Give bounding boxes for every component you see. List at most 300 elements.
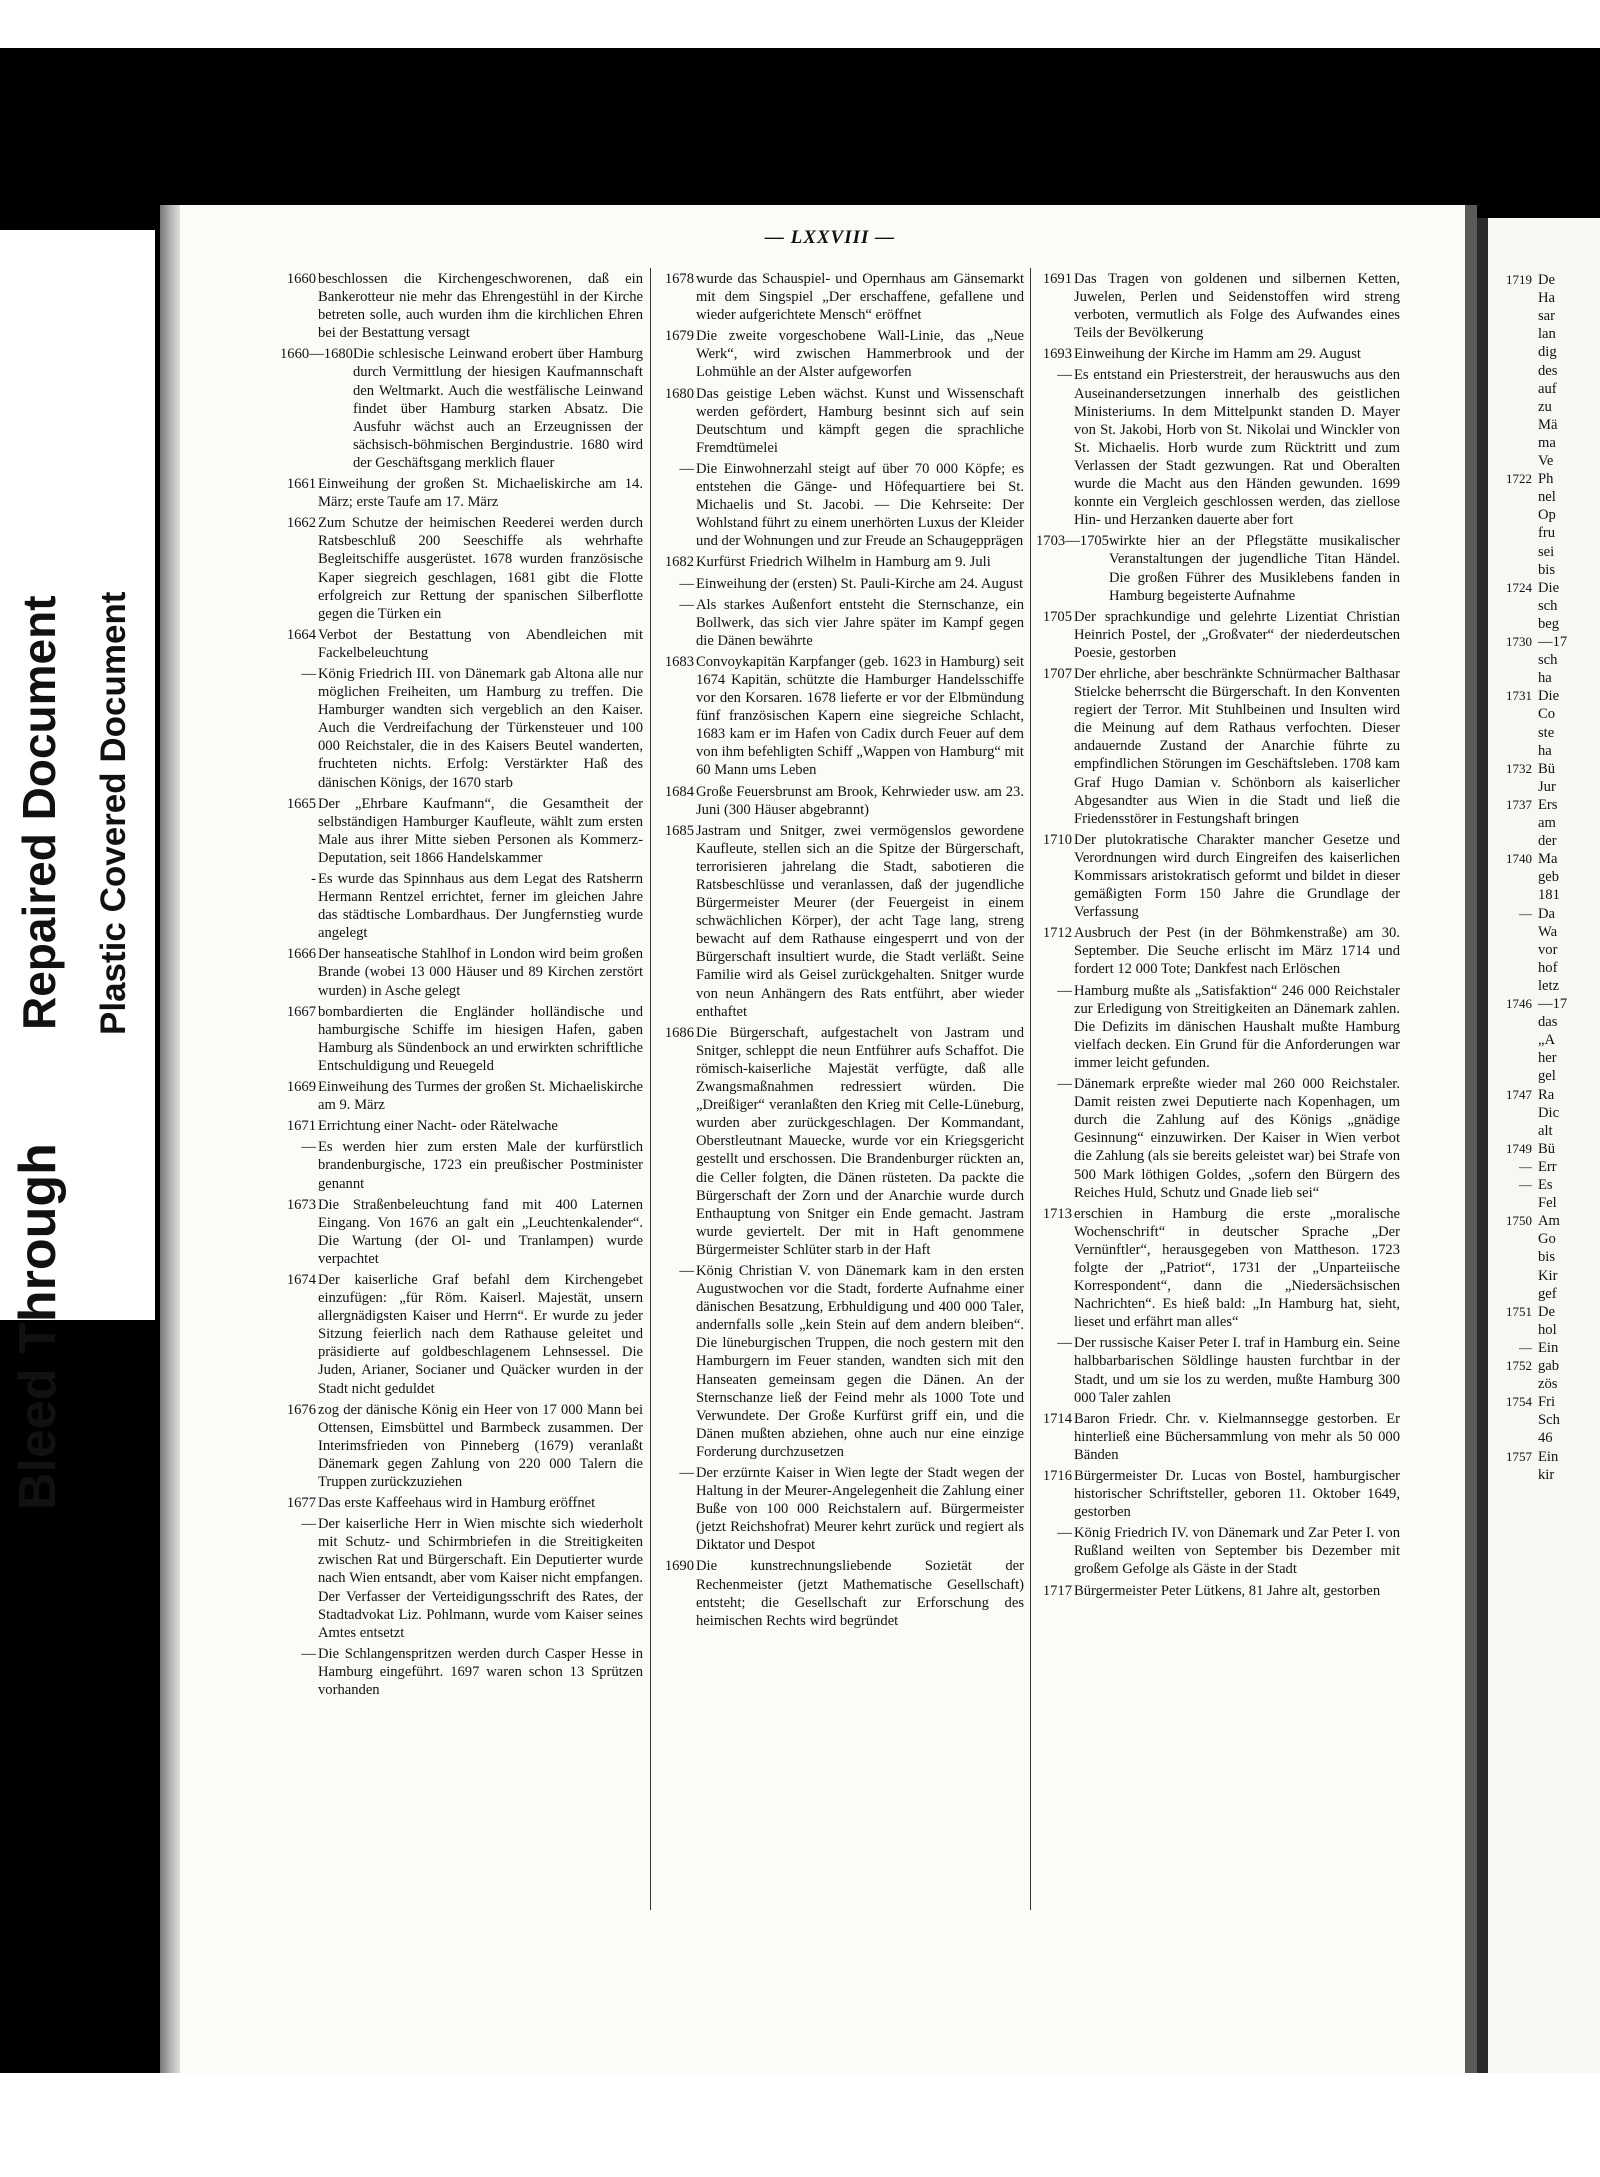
next-page-text: ha (1538, 742, 1552, 759)
next-page-text: Am (1538, 1213, 1560, 1230)
entry-text: Zum Schutze der heimischen Reederei werden durch Ratsbeschluß 200 Seeschiffe als wehrhafte Begleitschiffe ausgerüstet. 1678 wurden französische Kaper siegreich geschlagen, 1681 gibt die Flotte erfolgreich zur Rettung der spanischen Silberflotte gegen die Türken ein (318, 515, 643, 622)
next-page-line (1494, 1014, 1557, 1031)
next-page-line (1494, 706, 1555, 723)
next-page-line (1494, 1177, 1553, 1194)
entry-year: 1671 (286, 1118, 316, 1135)
entry-text: Die Bürgerschaft, aufgestachelt von Jastram und Snitger, schleppt die neun Entführer aufs Schaffot. Die römisch-kaiserliche Majestät verfügte, daß alle Zwangsmaßnahmen redressiert würden. Die „Dreißiger“ veranlaßten den Krieg mit Celle-Lüneburg, wurden aber zurückgeschlagen. Der Kommandant, Oberstleutnant Mauecke, wurde vor ein Kriegsgericht gestellt und erschossen. Die Brandenburger rückten an, die Celler folgten, die Dänen rüsteten. Da packte die Bürgerschaft der Zorn und der Anarchie wurde durch Enthauptung von Snitger ein Ende gemacht. Jastram wurde geviertelt. Der mit in Haft genommene Bürgermeister Schlüter starb in der Haft (696, 1024, 1024, 1258)
next-page-text: Ve (1538, 453, 1554, 469)
next-page-line (1494, 978, 1559, 995)
entry-year: — (679, 460, 694, 477)
next-page-text: —17 (1538, 634, 1568, 650)
next-page-line (1494, 381, 1557, 398)
next-page-text: „A (1538, 1032, 1556, 1049)
next-page-line (1494, 942, 1557, 959)
next-page-text: Wa (1538, 923, 1558, 940)
entry-text: Errichtung einer Nacht- oder Rätelwache (318, 1118, 558, 1135)
next-page-line (1494, 1105, 1559, 1122)
entry-text: Verbot der Bestattung von Abendleichen mit Fackelbeleuchtung (318, 626, 643, 661)
next-page-line (1494, 761, 1555, 778)
next-page-line (1494, 1195, 1557, 1212)
next-page-text: sch (1538, 597, 1558, 614)
next-page-year: 1719 (1506, 272, 1532, 287)
entry-text: König Friedrich IV. von Dänemark und Zar Peter I. von Rußland weilten von September bis Dezember mit großem Gefolge als Gäste in der Stadt (1074, 1525, 1400, 1578)
next-page-line (1494, 1322, 1557, 1339)
entry-text: Hamburg mußte als „Satisfaktion“ 246 000 Reichstaler zur Erledigung von Streitigkeiten an Dänemark zahlen. Die Defizits im dänischen Haushalt mußte Hamburg vielfach decken. Ein Grund für die Anforderungen war immer leicht gefunden. (1074, 982, 1400, 1071)
next-page-text: Ma (1538, 851, 1558, 868)
entry-text: Das Tragen von goldenen und silbernen Ketten, Juwelen, Perlen und Seidenstoffen wird streng verboten, vermutlich als Folge des Aufwandes eines Teils der Bevölkerung (1074, 271, 1400, 342)
next-page-text: Ha (1538, 290, 1556, 307)
chronicle-entry (280, 1494, 643, 1512)
entry-text: Der plutokratische Charakter mancher Gesetze und Verordnungen wird durch Eingreifen des kaiserlichen Kommissars aristokratisch geformt und bildet in dieser gemäßigten Form 150 Jahre die Grundlage der Verfassung (1074, 831, 1400, 921)
next-page-line (1494, 616, 1559, 633)
entry-year: — (1057, 982, 1072, 999)
next-page-shadow (1477, 218, 1488, 2073)
entry-text: Ausbruch der Pest (in der Böhmkenstraße) am 30. September. Die Seuche erlischt im März 1714 und fordert 12 000 Tote; Dankfest nach Erlöschen (1074, 925, 1400, 978)
next-page-line (1494, 815, 1556, 832)
entry-year: 1679 (664, 328, 694, 345)
next-page-text: Dic (1538, 1104, 1560, 1121)
entry-year: 1686 (664, 1024, 694, 1041)
next-page-line (1494, 1141, 1555, 1158)
chronicle-entry (658, 822, 1024, 1021)
bleed-through-label: Bleed Through (9, 1143, 67, 1510)
entry-year: 1717 (1042, 1582, 1072, 1599)
next-page-line (1494, 743, 1552, 760)
next-page-text: bis (1538, 561, 1556, 578)
chronicle-entry (1036, 1334, 1400, 1406)
plastic-covered-label: Plastic Covered Document (94, 591, 133, 1035)
next-page-line (1494, 670, 1552, 687)
next-page-text: Sch (1538, 1412, 1560, 1429)
entry-year: — (679, 596, 694, 613)
next-page-line (1494, 1412, 1560, 1429)
entry-text: Die kunstrechnungsliebende Sozietät der Rechenmeister (jetzt Mathematische Gesellschaft) entsteht; die Gesellschaft zur Erforschung des heimischen Rechts wird begründet (696, 1558, 1024, 1629)
entry-year: 1716 (1042, 1468, 1072, 1484)
next-page-text: Mä (1538, 416, 1558, 433)
next-page-year: 1724 (1506, 579, 1532, 595)
entry-year: 1713 (1042, 1205, 1072, 1222)
entry-text: Die zweite vorgeschobene Wall-Linie, das „Neue Werk“, wird zwischen Hammerbrook und der Lohmühle an der Alster aufgeworfen (696, 328, 1024, 381)
entry-year: 1680 (664, 385, 694, 402)
entry-text: zog der dänische König ein Heer von 17 000 Mann bei Ottensen, Eimsbüttel und Barmbeck zusammen. Der Interimsfrieden von Pinneberg (1679) veranlaßt Dänemark gegen Zahlung von 220 000 Talern die Truppen zurückzuziehen (318, 1401, 643, 1490)
chronicle-entry (658, 460, 1024, 550)
entry-text: Bürgermeister Dr. Lucas von Bostel, hamburgischer historischer Schriftsteller, geboren 11. Oktober 1649, gestorben (1074, 1468, 1400, 1521)
chronicle-entry (658, 1557, 1024, 1629)
next-page-year: — (1519, 1158, 1532, 1174)
next-page-year: 1732 (1506, 760, 1532, 776)
chronicle-entry (280, 1078, 643, 1114)
entry-text: Convoykapitän Karpfanger (geb. 1623 in Hamburg) seit 1674 Kapitän, schützte die Hamburger Handelsschiffe vor den Korsaren. 1678 lieferte er vor der Elbmündung fünf französischen Kapern eine siegreiche Schlacht, 1683 kam er im Hafen von Cadix durch Feuer auf dem von ihm befehligten Schiff „Wappen von Hamburg“ mit 60 Mann ums Leben (696, 653, 1024, 779)
next-page-line (1494, 363, 1557, 380)
entry-year: 1678 (664, 271, 694, 287)
next-page-text: Go (1538, 1231, 1556, 1248)
chronicle-entry (1036, 608, 1400, 662)
next-page-line (1494, 960, 1557, 977)
chronicle-entry (280, 870, 643, 942)
next-page-line (1494, 1032, 1555, 1049)
next-page-text: gef (1538, 1285, 1557, 1302)
entry-text: beschlossen die Kirchengeschworenen, daß ein Bankerotteur nie mehr das Ehrengestühl in der Kirche betreten solle, auch wurden ihm die kirchlichen Ehren bei der Bestattung versagt (318, 271, 643, 342)
bottom-margin (0, 2073, 1600, 2177)
column-rule (1030, 268, 1031, 1910)
entry-text: Der erzürnte Kaiser in Wien legte der Stadt wegen der Haltung in der Meurer-Angelegenheit die Zahlung einer Buße von 100 000 Reichstalern auf. Bürgermeister (jetzt Reichshofrat) Meurer kehrt zurück und regiert als Diktator und Despot (696, 1465, 1024, 1554)
next-page-line (1494, 887, 1560, 904)
entry-text: bombardierten die Engländer holländische und hamburgische Schiffe im hiesigen Hafen, gaben Hamburg als Sündenbock an und erwirkten schriftliche Entschuldigung und Reuegeld (318, 1003, 643, 1074)
chronicle-entry (658, 327, 1024, 381)
entry-year: — (679, 1262, 694, 1279)
entry-year: 1667 (286, 1003, 316, 1020)
next-page-year: 1747 (1506, 1086, 1532, 1102)
next-page-line (1494, 544, 1554, 561)
entry-year: - (311, 871, 316, 887)
next-page-line (1494, 1286, 1557, 1303)
entry-text: Der „Ehrbare Kaufmann“, die Gesamtheit der selbständigen Hamburger Kaufleute, wählt zum ersten Male aus ihrer Mitte sieben Personen als Kommerz-Deputation, seit 1866 Handelskammer (318, 795, 643, 866)
next-page-text: das (1538, 1014, 1558, 1031)
next-page-line (1494, 453, 1553, 470)
entry-text: Einweihung der (ersten) St. Pauli-Kirche am 24. August (696, 575, 1024, 592)
entry-year: 1684 (664, 783, 694, 800)
next-page-text: gel (1538, 1068, 1556, 1085)
entry-text: Der kaiserliche Herr in Wien mischte sich wiederholt mit Schutz- und Schirmbriefen in die Streitigkeiten zwischen Rat und Bürgerschaft. Ein Deputierter wurde nach Wien entsandt, aber vom Kaiser nicht empfangen. Der Verfasser der Verteidigungsschrift des Rates, der Stadtadvokat Liz. Pohlmann, wurde vom Kaiser seines Amtes entsetzt (318, 1516, 643, 1641)
entry-year: — (301, 1516, 316, 1533)
next-page-year: 1752 (1506, 1358, 1532, 1373)
next-page-line (1494, 1159, 1557, 1176)
next-page-line (1494, 1231, 1556, 1248)
next-page-text: sar (1538, 308, 1556, 325)
next-page-line (1494, 652, 1557, 669)
entry-text: Der hanseatische Stahlhof in London wird beim großen Brande (wobei 13 000 Häuser und 89 Kirchen zerstört wurden) in Asche gelegt (318, 946, 643, 999)
next-page-line (1494, 833, 1557, 850)
entry-text: Der ehrliche, aber beschränkte Schnürmacher Balthasar Stielcke beherrscht die Bürgerschaft. In den Konventen regiert der Terror. Mit Stuhlbeinen und Insulten wird die Meinung auf dem Rathaus verfochten. Dieser andauernde Zustand der Anarchie führte zu empfindlichen Störungen im Geschäftsleben. 1708 kam Graf Hugo Damian v. Schönborn als kaiserlicher Abgesandter aus Wien in die Stadt und ließ die Friedensstörer in Festungshaft bringen (1074, 665, 1400, 827)
next-page-text: Co (1538, 706, 1556, 723)
next-page-year: 1751 (1506, 1303, 1532, 1319)
next-page-text: des (1538, 362, 1558, 379)
entry-text: Die Einwohnerzahl steigt auf über 70 000 Köpfe; es entstehen die Gänge- und Höfequartiere bei St. Michaelis und St. Jacobi. — Die Kehrseite: Der Wohlstand führt zu einem unerhörten Luxus der Kleider und der Wohnungen und zur Freude an Schaugepprägen (696, 460, 1024, 550)
chronicle-entry (280, 1003, 643, 1075)
entry-year: 1682 (664, 554, 694, 571)
next-page-text: De (1538, 1303, 1556, 1320)
text-column-3 (1036, 270, 1400, 1603)
next-page-line (1494, 399, 1552, 416)
entry-text: Jastram und Snitger, zwei vermögenslos gewordene Kaufleute, stellen sich an die Spitze der Bürgerschaft, terrorisieren jahrelang die Stadt, sabotieren die Ratsbeschlüsse und veranlassen, daß der jugendliche Bürgermeister Meurer (der Feuergeist in einem schwächlichen Körper), der acht Tage lang, streng bewacht auf dem Rathause eingesperrt und von der Bürgerschaft insultiert wurde, die Stadt verläßt. Seine Familie wird als Geisel zurückgehalten. Snitger wurde von neun Anhängern des Rats entführt, aber wieder enthaftet (696, 822, 1024, 1020)
next-page-text: Kir (1538, 1267, 1558, 1284)
next-page-line (1494, 525, 1555, 542)
next-page-text: auf (1538, 380, 1557, 397)
next-page-line (1494, 1213, 1560, 1230)
next-page-text: hof (1538, 959, 1558, 976)
entry-text: Einweihung der großen St. Michaeliskirche am 14. März; erste Taufe am 17. März (318, 476, 643, 511)
chronicle-entry (658, 553, 1024, 571)
next-page-text: sei (1538, 543, 1555, 560)
entry-year: — (1057, 1335, 1072, 1352)
next-page-text: Err (1538, 1158, 1557, 1175)
next-page-line (1494, 580, 1559, 597)
chronicle-entry (280, 475, 643, 511)
repaired-document-label: Repaired Document (13, 595, 65, 1030)
next-page-line (1494, 1123, 1553, 1140)
next-page-text: her (1538, 1050, 1557, 1067)
next-page-text: Es (1538, 1177, 1553, 1193)
next-page-line (1494, 996, 1567, 1013)
entry-year: 1669 (286, 1079, 316, 1096)
chronicle-entry (280, 945, 643, 999)
chronicle-entry (1036, 366, 1400, 529)
chronicle-entry (658, 385, 1024, 457)
entry-year: 1705 (1042, 608, 1072, 625)
chronicle-entry (1036, 1410, 1400, 1464)
chronicle-entry (1036, 1467, 1400, 1521)
chronicle-entry (280, 270, 643, 342)
entry-text: Die Schlangenspritzen werden durch Casper Hesse in Hamburg eingeführt. 1697 waren schon 13 Sprützen vorhanden (318, 1645, 643, 1699)
chronicle-entry (1036, 532, 1400, 604)
chronicle-entry (658, 270, 1024, 324)
next-page-line (1494, 779, 1556, 796)
next-page-line (1494, 906, 1555, 923)
next-page-line (1494, 797, 1557, 814)
entry-text: Dänemark erpreßte wieder mal 260 000 Reichstaler. Damit reisten zwei Deputierte nach Kopenhagen, um durch die Zahlung auf des Königs „gnädige Gesinnung“ einzuwirken. Der Kaiser in Wien verbot die Zahlung (als sie bereits geleistet war) bei Strafe von 500 Mark löthigen Goldes, „sofern den Bürgern des Reiches Huld, Schutz und Gnade lieb sei“ (1074, 1076, 1400, 1201)
next-page-line (1494, 1268, 1557, 1285)
entry-year: 1662 (286, 515, 316, 532)
next-page-text: Op (1538, 507, 1556, 524)
next-page-text: sch (1538, 652, 1558, 669)
next-page-line (1494, 869, 1559, 886)
top-margin (0, 0, 1600, 48)
entry-text: Es wurde das Spinnhaus aus dem Legat des Ratsherrn Hermann Rentzel errichtet, ferner im gleichen Jahre das städtische Lombardhaus. Der Jungfernstieg wurde angelegt (318, 871, 643, 942)
entry-text: Der russische Kaiser Peter I. traf in Hamburg ein. Seine halbbarbarischen Söldlinge hausten furchtbar in der Stadt, und um sie los zu werden, mußte Hamburg 300 000 Taler zahlen (1074, 1335, 1400, 1406)
next-page-text: nel (1538, 489, 1556, 506)
text-column-2 (658, 270, 1024, 1633)
next-page-fragment (1488, 218, 1600, 2073)
entry-year: 1664 (286, 626, 316, 643)
entry-text: Es werden hier zum ersten Male der kurfürstlich brandenburgische, 1723 ein preußischer Postminister genannt (318, 1139, 643, 1192)
entry-year: — (679, 575, 694, 592)
next-page-line (1494, 598, 1557, 615)
chronicle-entry (658, 653, 1024, 780)
entry-text: Baron Friedr. Chr. v. Kielmannsegge gestorben. Er hinterließ eine Büchersammlung von mehr als 50 000 Bänden (1074, 1410, 1400, 1463)
next-page-year: — (1519, 905, 1532, 921)
entry-year: 1710 (1042, 831, 1072, 848)
chronicle-entry (280, 514, 643, 623)
entry-text: Das erste Kaffeehaus wird in Hamburg eröffnet (318, 1495, 596, 1512)
entry-text: Der sprachkundige und gelehrte Lizentiat Christian Heinrich Postel, der „Großvater“ der niederdeutschen Poesie, gestorben (1074, 608, 1400, 661)
next-page-text: Bü (1538, 760, 1556, 777)
chronicle-entry (658, 1024, 1024, 1259)
entry-text: König Friedrich III. von Dänemark gab Altona alle nur möglichen Freiheiten, um Hamburg zu treffen. Die Hamburger wandten sich vergeblich an den Kaiser. Auch die Verdreifachung der Türkensteuer und 100 000 Reichstaler, die in des Kaisers Beutel wanderten, fruchteten nichts. Erfolg: Verstärkter Haß des dänischen Königs, der 1670 starb (318, 665, 643, 791)
entry-year: 1707 (1042, 665, 1072, 682)
next-page-text: Ers (1538, 796, 1558, 813)
next-page-text: beg (1538, 615, 1560, 632)
next-page-text: kir (1538, 1466, 1555, 1483)
next-page-year: 1730 (1506, 634, 1532, 649)
next-page-text: zu (1538, 398, 1552, 415)
next-page-text: —17 (1538, 996, 1568, 1012)
next-page-year: 1757 (1506, 1448, 1532, 1464)
next-page-text: zös (1538, 1376, 1558, 1393)
entry-year: 1714 (1042, 1410, 1072, 1427)
chronicle-entry (280, 795, 643, 867)
entry-text: Die schlesische Leinwand erobert über Hamburg durch Vermittlung der hiesigen Kaufmannschaft den Weltmarkt. Auch die westfälische Leinwand findet über Hamburg starken Absatz. Die Ausfuhr wächst auch an Erzeugnissen der sächsisch-böhmischen Bergindustrie. 1680 wird der Geschäftsgang merklich flauer (352, 346, 643, 471)
chronicle-entry (658, 783, 1024, 819)
next-page-text: ma (1538, 434, 1556, 451)
next-page-text: dig (1538, 344, 1557, 361)
next-page-text: gab (1538, 1358, 1560, 1374)
chronicle-entry (280, 665, 643, 792)
next-page-text: ha (1538, 670, 1552, 687)
chronicle-entry (1036, 982, 1400, 1072)
entry-year: 1660 (286, 271, 316, 287)
entry-year: 1673 (286, 1196, 316, 1213)
next-page-year: — (1519, 1177, 1532, 1192)
next-page-text: Bü (1538, 1140, 1556, 1157)
entry-year: 1683 (664, 653, 694, 670)
next-page-line (1494, 634, 1567, 651)
next-page-year: 1746 (1506, 996, 1532, 1011)
chronicle-entry (1036, 270, 1400, 342)
next-page-text: geb (1538, 869, 1560, 886)
next-page-line (1494, 1249, 1555, 1266)
next-page-text: ste (1538, 724, 1555, 741)
next-page-text: hol (1538, 1321, 1557, 1338)
chronicle-entry (280, 345, 643, 472)
next-page-line (1494, 344, 1557, 361)
next-page-text: Jur (1538, 778, 1556, 795)
entry-year: — (1057, 367, 1072, 384)
next-page-line (1494, 1376, 1557, 1393)
next-page-text: Die (1538, 688, 1560, 705)
next-page-line (1494, 1050, 1557, 1067)
chronicle-entry (280, 626, 643, 662)
next-page-line (1494, 272, 1555, 289)
chronicle-entry (280, 1271, 643, 1398)
next-page-text: Ein (1538, 1448, 1559, 1465)
entry-year: 1703—1705 (1036, 533, 1109, 550)
chronicle-entry (280, 1117, 643, 1135)
next-page-line (1494, 489, 1556, 506)
next-page-line (1494, 1358, 1559, 1375)
next-page-year: 1754 (1506, 1394, 1532, 1410)
entry-year: 1665 (286, 795, 316, 812)
chronicle-entry (280, 1401, 643, 1491)
entry-text: Als starkes Außenfort entsteht die Sternschanze, ein Bollwerk, das sich vier Jahre später im Kampf gegen die Dänen bewährte (696, 596, 1024, 649)
entry-year: — (1057, 1076, 1072, 1093)
next-page-year: — (1519, 1339, 1532, 1355)
entry-text: Kurfürst Friedrich Wilhelm in Hamburg am 9. Juli (696, 554, 991, 571)
next-page-year: 1737 (1506, 796, 1532, 812)
entry-text: Einweihung der Kirche im Hamm am 29. August (1074, 346, 1361, 363)
chronicle-entry (1036, 345, 1400, 363)
next-page-line (1494, 417, 1557, 434)
chronicle-entry (1036, 1205, 1400, 1332)
chronicle-entry (280, 1645, 643, 1699)
chronicle-entry (1036, 1524, 1400, 1578)
entry-text: erschien in Hamburg die erste „moralische Wochenschrift“ in deutscher Sprache „Der Vernünftler“, herausgegeben von Mattheson. 1723 folgte der „Patriot“, 1731 der „Unparteiische Korrespondent“, dann die „Niedersächsischen Nachrichten“. Es hieß bald: „In Hamburg hat, sieht, lieset und erfährt man alles“ (1074, 1205, 1400, 1331)
next-page-text: lan (1538, 326, 1556, 343)
next-page-text: vor (1538, 941, 1558, 958)
entry-text: wurde das Schauspiel- und Opernhaus am Gänsemarkt mit dem Singspiel „Der erschaffene, gefallene und wieder aufgerichtete Mensch“ eröffnet (696, 271, 1024, 324)
next-page-text: De (1538, 272, 1556, 288)
chronicle-entry (658, 1262, 1024, 1461)
chronicle-entry (1036, 665, 1400, 828)
entry-text: Es entstand ein Priesterstreit, der herauswuchs aus den Auseinandersetzungen innerhalb des geistlichen Ministeriums. In dem Mittelpunkt standen D. Mayer von St. Jakobi, Horb von St. Nikolai und Winckler von St. Michaelis. Horb wurde zum Rücktritt und zum Verlassen der Stadt gezwungen. Rat und Oberalten wurde die Macht aus den Händen gewunden. 1699 konnte ein Vergleich geschlossen werden, das ziellose Hin- und Herzanken dauerte aber fort (1074, 367, 1400, 529)
next-page-year: 1740 (1506, 851, 1532, 867)
next-page-line (1494, 308, 1555, 325)
next-page-year: 1731 (1506, 688, 1532, 704)
next-page-line (1494, 562, 1555, 579)
entry-year: 1693 (1042, 346, 1072, 363)
chronicle-entry (1036, 1075, 1400, 1202)
next-page-year: 1750 (1506, 1213, 1532, 1229)
next-page-text: Die (1538, 579, 1560, 596)
next-page-line (1494, 1304, 1555, 1321)
entry-year: — (679, 1465, 694, 1481)
next-page-text: Ph (1538, 471, 1554, 488)
chronicle-entry (658, 596, 1024, 650)
entry-text: Der kaiserliche Graf befahl dem Kirchengebet einzufügen: „für Röm. Kaiserl. Majestät, unsern allergnädigsten Kaiser und Herrn“. Er wurde zu jeder Sitzung feierlich nach dem Rathause geleitet und präsidierte auf goldbeschlagenem Lehnsessel. Die Juden, Arianer, Socianer und Quäcker wurden in der Stadt nicht geduldet (318, 1271, 643, 1397)
entry-year: 1676 (286, 1401, 316, 1418)
page-gutter (1465, 205, 1477, 2073)
entry-year: 1677 (286, 1495, 316, 1512)
entry-year: 1690 (664, 1558, 694, 1575)
entry-year: 1685 (664, 822, 694, 839)
next-page-text: 181 (1538, 887, 1560, 904)
entry-text: König Christian V. von Dänemark kam in den ersten Augustwochen vor die Stadt, forderte Aufnahme einer dänischen Besatzung, Erbhuldigung und 400 000 Taler, andernfalls solle „kein Stein auf dem andern bleiben“. Die lüneburgischen Truppen, die noch gestern mit den Hamburgern im Feuer standen, wandten sich mit den Hanseaten gemeinsam gegen die Dänen. An der Sternschanze ließ der Feind mehr als 1000 Tote und Verwundete. Der Große Kurfürst griff ein, und die Dänen mußten abziehen, ohne auch nur eine einzige Forderung durchzusetzen (696, 1262, 1024, 1460)
next-page-text: alt (1538, 1122, 1553, 1139)
chronicle-entry (280, 1138, 643, 1192)
entry-text: Einweihung des Turmes der großen St. Michaeliskirche am 9. März (318, 1079, 643, 1114)
entry-text: wirkte hier an der Pflegstätte musikalischer Veranstaltungen der jugendliche Titan Händel. Die großen Führer des Musiklebens fanden in Hamburg begeisterte Aufnahme (1108, 533, 1400, 604)
next-page-text: Ra (1538, 1086, 1555, 1103)
next-page-line (1494, 507, 1556, 524)
chronicle-entry (658, 575, 1024, 593)
text-column-1 (280, 270, 643, 1702)
entry-text: Die Straßenbeleuchtung fand mit 400 Laternen Eingang. Von 1676 an galt ein „Leuchtenkalender“. Die Wartung (der Ol- und Tranlampen) wurde verpachtet (318, 1196, 643, 1267)
entry-year: — (301, 665, 316, 682)
chronicle-entry (280, 1196, 643, 1268)
next-page-line (1494, 1340, 1558, 1357)
chronicle-entry (1036, 924, 1400, 978)
next-page-text: Fri (1538, 1394, 1556, 1411)
next-page-text: 46 (1538, 1430, 1553, 1447)
next-page-text: der (1538, 833, 1557, 850)
entry-year: — (301, 1645, 316, 1662)
next-page-year: 1722 (1506, 471, 1532, 487)
page-number: — LXXVIII — (764, 227, 896, 248)
next-page-line (1494, 1467, 1554, 1484)
chronicle-entry (1036, 1582, 1400, 1600)
page-left-edge (160, 205, 180, 2073)
entry-year: 1674 (286, 1271, 316, 1288)
chronicle-entry (280, 1515, 643, 1642)
next-page-line (1494, 1068, 1556, 1085)
entry-year: — (301, 1139, 316, 1156)
entry-text: Bürgermeister Peter Lütkens, 81 Jahre alt, gestorben (1074, 1582, 1381, 1599)
next-page-line (1494, 1394, 1555, 1411)
next-page-line (1494, 1430, 1553, 1447)
next-page-line (1494, 851, 1557, 868)
next-page-text: Da (1538, 905, 1556, 922)
entry-year: 1691 (1042, 271, 1072, 287)
next-page-line (1494, 471, 1553, 488)
entry-year: — (1057, 1525, 1072, 1542)
next-page-text: letz (1538, 977, 1560, 994)
document-condition-label (0, 230, 155, 1510)
next-page-line (1494, 688, 1559, 705)
next-page-text: Fel (1538, 1195, 1557, 1212)
next-page-text: Ein (1538, 1339, 1559, 1356)
entry-year: 1661 (286, 476, 316, 493)
next-page-line (1494, 725, 1554, 742)
next-page-line (1494, 1087, 1554, 1104)
